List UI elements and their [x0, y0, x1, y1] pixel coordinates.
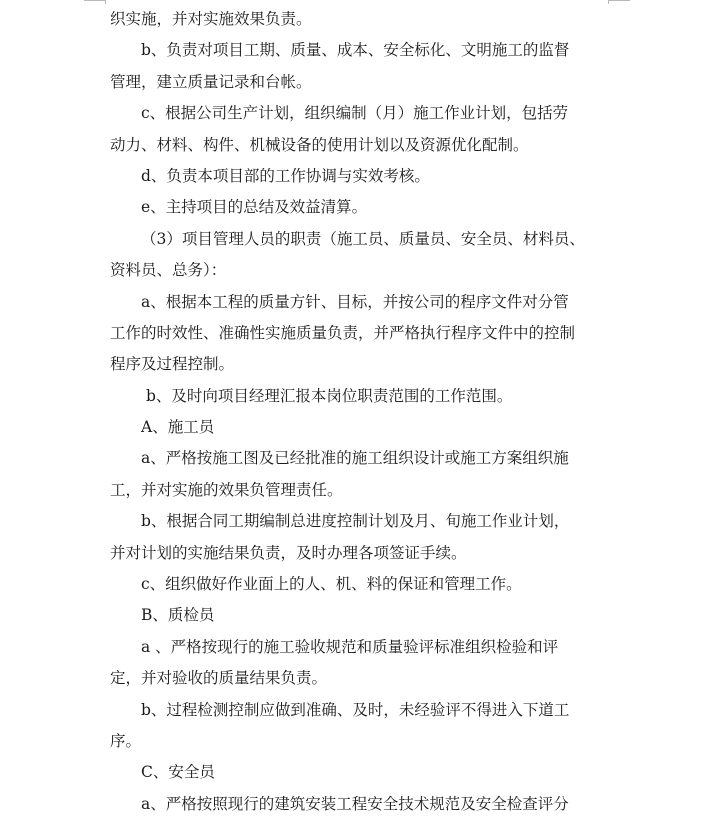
text-line: b、负责对项目工期、质量、成本、安全标化、文明施工的监督 [141, 41, 570, 60]
text-line: 资料员、总务）： [110, 261, 227, 280]
text-line: 织实施，并对实施效果负责。 [110, 10, 312, 28]
text-line: c、组织做好作业面上的人、机、料的保证和管理工作。 [141, 575, 522, 594]
text-line: a、严格按照现行的建筑安装工程安全技术规范及安全检查评分 [141, 794, 569, 813]
text-line: 序。 [110, 731, 142, 750]
text-line: b、根据合同工期编制总进度控制计划及月、旬施工作业计划， [141, 512, 570, 531]
page-corner-mark-right [608, 0, 630, 4]
text-line: b、及时向项目经理汇报本岗位职责范围的工作范围。 [146, 386, 513, 405]
section-heading: （3）项目管理人员的职责（施工员、质量员、安全员、材料员、 [141, 229, 585, 248]
text-line: d、负责本项目部的工作协调与实效考核。 [141, 166, 430, 185]
text-line: a、严格按施工图及已经批准的施工组织设计或施工方案组织施 [141, 449, 569, 468]
text-line: 工，并对实施的效果负管理责任。 [110, 480, 343, 499]
subsection-heading: B、质检员 [141, 606, 215, 625]
subsection-heading: C、安全员 [141, 763, 215, 782]
text-line: 定，并对验收的质量结果负责。 [110, 669, 328, 688]
text-line: a 、严格按现行的施工验收规范和质量验评标准组织检验和评 [141, 637, 559, 656]
document-page-body [110, 4, 610, 820]
page-corner-mark-left [84, 0, 106, 4]
text-line: e、主持项目的总结及效益清算。 [141, 198, 368, 217]
text-line: c、根据公司生产计划，组织编制（月）施工作业计划，包括劳 [141, 104, 569, 123]
text-line: 工作的时效性、准确性实施质量负责，并严格执行程序文件中的控制 [110, 323, 576, 342]
text-line: 动力、材料、构件、机械设备的使用计划以及资源优化配制。 [110, 135, 529, 154]
text-line: 程序及过程控制。 [110, 355, 235, 374]
text-line: a、根据本工程的质量方针、目标，并按公司的程序文件对分管 [141, 292, 569, 311]
text-line: b、过程检测控制应做到准确、及时，未经验评不得进入下道工 [141, 700, 570, 719]
subsection-heading: A、施工员 [141, 418, 215, 437]
text-line: 管理，建立质量记录和台帐。 [110, 72, 312, 91]
text-line: 并对计划的实施结果负责，及时办理各项签证手续。 [110, 543, 467, 562]
